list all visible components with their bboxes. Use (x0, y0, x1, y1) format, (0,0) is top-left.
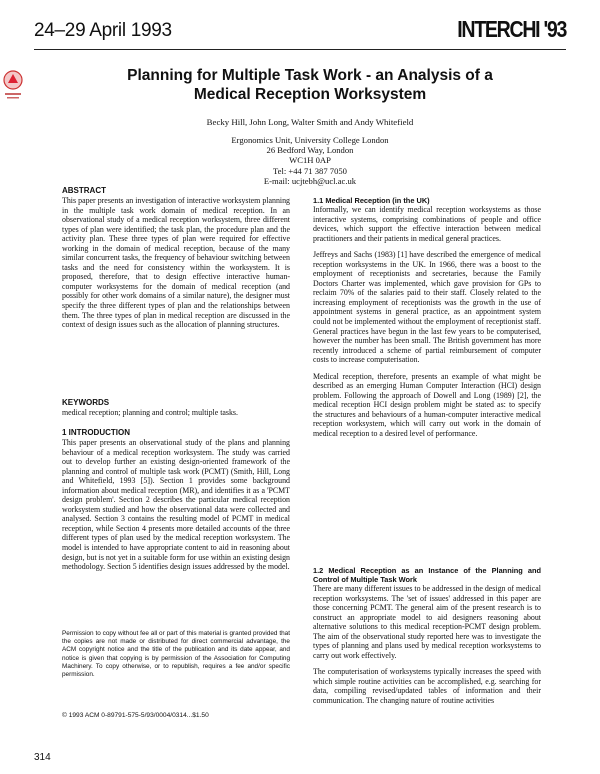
introduction-section (62, 428, 290, 572)
acm-logo-icon (2, 68, 24, 102)
abstract-section (62, 186, 290, 330)
affiliation-postcode: WC1H 0AP (289, 155, 331, 166)
authors: Becky Hill, John Long, Walter Smith and Andy Whitefield (206, 117, 414, 127)
section-1-1-paragraph-1: Informally, we can identify medical reception worksystems as those interactive systems, comprising combinations of people and office devices, which support the effective interaction between medical practitioners and their patients in medical general practices. (313, 205, 541, 243)
copyright-notice: © 1993 ACM 0-89791-575-5/93/0004/0314...$1.50 (62, 712, 209, 719)
keywords-text: medical reception; planning and control; multiple tasks. (62, 408, 238, 417)
section-1-1-paragraph-3: Medical reception, therefore, presents an example of what might be described as an emerging Human Computer Interaction (HCI) design problem. Following the approach of Dowell and Long (1989) [2], the medical reception HCI design problem might be stated as: to specify the structures and behaviours of a human-computer interactive medical reception worksystem, which will carry out work in the domain of medical reception to a desired level of performance. (313, 371, 541, 439)
affiliation (60, 135, 560, 186)
title-line-2: Medical Reception Worksystem (193, 86, 427, 103)
paper-title (60, 66, 560, 104)
conference-logo: INTERCHI '93 (457, 16, 566, 42)
keywords-heading: KEYWORDS (62, 398, 110, 407)
header-rule (34, 49, 566, 50)
affiliation-street: 26 Bedford Way, London (266, 145, 354, 156)
section-1-1 (313, 196, 541, 439)
keywords-section (62, 398, 290, 418)
header-date: 24–29 April 1993 (34, 20, 172, 41)
section-1-2-heading: 1.2 Medical Reception as an Instance of the Planning and Control of Multiple Task Work (313, 566, 541, 584)
introduction-heading: 1 INTRODUCTION (62, 428, 130, 437)
section-1-2 (313, 566, 541, 706)
affiliation-unit: Ergonomics Unit, University College London (231, 135, 389, 145)
introduction-text: This paper presents an observational study of the plans and planning behaviour of a medical reception worksystem. The study was carried out to develop further an existing design-oriented framework of the planning and control of multiple task work (PCMT) (Smith, Hill, Long and Whitefield, 1993 [5]). Section 1 provides some background information about medical reception (MR), and identifies it as a 'PCMT design problem'. Section 2 describes the particular medical reception worksystem studied and how the observational data were collected and analysed. Section 3 contains the resulting model of PCMT in medical reception, while Section 4 presents more detailed accounts of the three different types of plan used by the medical reception worksystem. The model is intended to have appropriate content to aid in reasoning about design, but is not yet in a suitable form for use within an existing design methodology. Section 5 identifies design issues addressed by the model. (62, 438, 290, 572)
page-number: 314 (34, 752, 51, 763)
section-1-2-paragraph-2: The computerisation of worksystems typically increases the speed with which simple routine activities can be accomplished, e.g. searching for data, compiling revised/updated tables of information and their communication. The changing nature of routine activities (313, 667, 541, 706)
section-1-1-paragraph-2: Jeffreys and Sachs (1983) [1] have described the emergence of medical reception worksystems in the UK. In 1966, there was a boost to the employment of receptionists and secretaries, because the Family Doctors Charter was implemented, which gave provision for GPs to reclaim 70% of the salaries paid to their staff. Closely related to the increasing employment of receptionists was the growth in the use of appointment systems in general practice, as an appointment system could not be implemented without the employment of receptionist staff. General practices have begun in the last few years to be computerised, however the number has been small. The British government has more recently introduced a scheme of partial reimbursement of computer costs to increase computerisation. (313, 250, 541, 365)
section-1-1-heading: 1.1 Medical Reception (in the UK) (313, 196, 430, 205)
affiliation-tel: Tel: +44 71 387 7050 (273, 165, 347, 176)
permission-notice: Permission to copy without fee all or part of this material is granted provided that the copies are not made or distributed for direct commercial advantage, the ACM copyright notice and the title of the publication and its date appear, and notice is given that copying is by permission of the Association for Computing Machinery. To copy otherwise, or to republish, requires a fee and/or specific permission. (62, 630, 290, 679)
abstract-heading: ABSTRACT (62, 186, 106, 195)
title-line-1: Planning for Multiple Task Work - an Analysis of a (127, 67, 493, 84)
abstract-text: This paper presents an investigation of interactive worksystem planning in the multiple task work domain of medical reception. In an observational study of a medical reception worksystem, three different types of plan were identified; the task plan, the procedure plan and the activity plan. These three types of plan were required for effective working in the domain of medical reception, because of the many similar concurrent tasks, the frequency of behaviour switching between tasks and the need for consistency within the worksystem. It is proposed, therefore, that to design effective interactive human-computer worksystems for the domain of medical reception (and possibly for other work domains of a similar nature), the designer must specify the three different types of plan and the relationships between them. The three types of plan in medical reception are discussed in the context of design issues such as the allocation of planning structures. (62, 196, 290, 330)
section-1-2-paragraph-1: There are many different issues to be addressed in the design of medical reception worksystems. The 'set of issues' addressed in this paper are those concerning PCMT. The general aim of the present research is to construct an appropriate model to aid designers reasoning about alternative solutions to this medical reception-PCMT design problem. The aim of the observational study reported here was to investigate the types of planning and plans used by medical reception worksystems to carry out work effectively. (313, 584, 541, 660)
affiliation-email: E-mail: ucjtebh@ucl.ac.uk (263, 175, 357, 186)
